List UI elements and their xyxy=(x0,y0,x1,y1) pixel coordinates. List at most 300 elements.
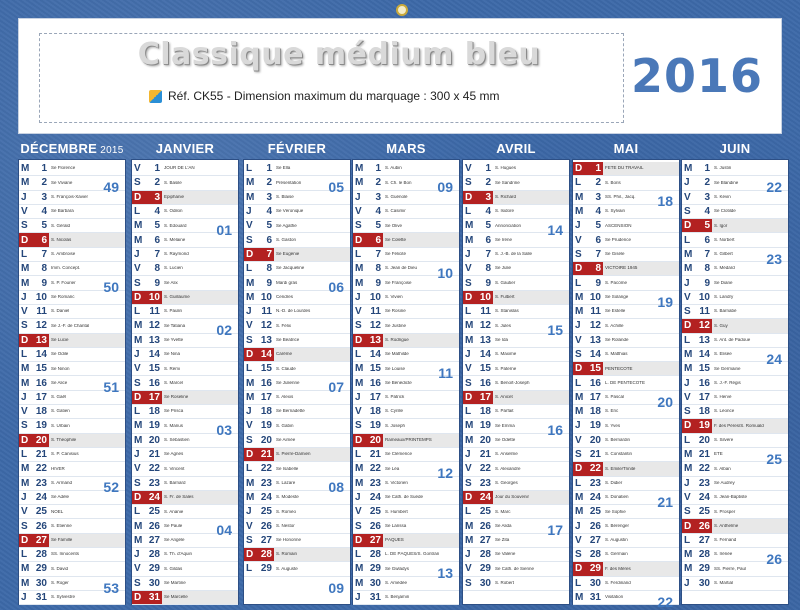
saint-name: S. Benjamin xyxy=(385,595,410,600)
day-letter: M xyxy=(684,363,693,375)
day-letter: M xyxy=(465,234,474,246)
day-letter: D xyxy=(355,534,363,546)
day-row xyxy=(244,233,350,247)
day-number: 12 xyxy=(35,320,47,332)
calendar-header xyxy=(18,18,782,134)
day-letter: M xyxy=(465,320,474,332)
day-number: 20 xyxy=(479,434,491,446)
day-letter: V xyxy=(575,334,582,346)
day-number: 27 xyxy=(35,534,47,546)
day-number: 15 xyxy=(369,363,381,375)
day-row xyxy=(573,548,679,562)
saint-name: Se Marcelle xyxy=(164,595,188,600)
saint-name: PENTECÔTE xyxy=(605,366,633,371)
day-number: 27 xyxy=(369,534,381,546)
day-number: 9 xyxy=(595,277,601,289)
saint-name: S. Urbain xyxy=(51,423,70,428)
saint-name: S. Barnard xyxy=(164,480,186,485)
day-letter: J xyxy=(575,320,581,332)
saint-name: Se Sophie xyxy=(605,509,626,514)
day-number: 17 xyxy=(260,391,272,403)
day-row xyxy=(19,262,125,276)
day-number: 2 xyxy=(595,177,601,189)
week-number: 17 xyxy=(547,522,563,539)
saint-name: L. DE PENTECÔTE xyxy=(605,380,646,385)
day-number: 25 xyxy=(369,506,381,518)
day-letter: M xyxy=(246,291,255,303)
day-letter: D xyxy=(134,391,142,403)
saint-name: S. Marc xyxy=(495,509,511,514)
day-number: 30 xyxy=(369,577,381,589)
day-number: 9 xyxy=(375,277,381,289)
day-row xyxy=(132,305,238,319)
day-letter: L xyxy=(684,434,691,446)
day-row xyxy=(244,405,350,419)
saint-name: Se Ninon xyxy=(51,366,70,371)
day-number: 24 xyxy=(35,491,47,503)
day-letter: S xyxy=(134,177,141,189)
day-number: 13 xyxy=(479,334,491,346)
saint-name: S. Mélaine xyxy=(164,237,186,242)
day-number: 16 xyxy=(369,377,381,389)
saint-name: S. Anicet xyxy=(495,395,513,400)
week-number: 51 xyxy=(103,379,119,396)
day-number: 20 xyxy=(698,434,710,446)
saint-name: S. Gautier xyxy=(495,280,516,285)
week-number: 50 xyxy=(103,279,119,296)
day-letter: S xyxy=(465,377,472,389)
day-number: 29 xyxy=(479,563,491,575)
saint-name: S. Sylvain xyxy=(605,209,626,214)
calendar-year: 2016 xyxy=(631,49,764,103)
day-row xyxy=(353,305,459,319)
month-label: JUIN xyxy=(719,141,751,156)
day-letter: J xyxy=(465,349,471,360)
day-number: 26 xyxy=(35,520,47,532)
day-number: 22 xyxy=(35,463,47,475)
saint-name: S. Raymond xyxy=(164,252,189,257)
day-number: 1 xyxy=(266,163,272,175)
saint-name: Se Rosine xyxy=(385,309,406,314)
day-letter: M xyxy=(575,491,584,503)
week-number: 02 xyxy=(216,322,232,339)
saint-name: S. Guénolé xyxy=(385,194,408,199)
day-letter: D xyxy=(355,434,363,446)
day-letter: L xyxy=(246,463,253,475)
day-number: 14 xyxy=(479,349,491,360)
day-number: 21 xyxy=(589,449,601,461)
day-letter: J xyxy=(575,220,581,232)
day-row xyxy=(132,291,238,305)
day-letter: S xyxy=(355,220,362,232)
saint-name: Se Isabelle xyxy=(276,466,299,471)
day-number: 30 xyxy=(589,577,601,589)
day-number: 14 xyxy=(35,349,47,360)
day-letter: S xyxy=(21,520,28,532)
day-row xyxy=(19,219,125,233)
day-letter: M xyxy=(684,549,693,561)
day-letter: V xyxy=(684,191,691,203)
saint-name: F. des Pères/S. Romuald xyxy=(714,423,764,428)
day-row xyxy=(19,334,125,348)
day-letter: V xyxy=(21,206,28,218)
day-row xyxy=(682,162,788,176)
day-row xyxy=(244,205,350,219)
day-letter: S xyxy=(684,506,691,518)
day-letter: L xyxy=(575,577,582,589)
saint-name: S. J.-F. Régis xyxy=(714,380,741,385)
month-days xyxy=(572,159,680,610)
day-row xyxy=(463,176,569,190)
day-row xyxy=(132,276,238,290)
day-letter: J xyxy=(355,592,361,604)
day-letter: S xyxy=(246,534,253,546)
month-name xyxy=(352,141,460,159)
month-column xyxy=(681,141,789,605)
day-letter: V xyxy=(465,563,472,575)
day-row xyxy=(353,491,459,505)
month-name xyxy=(681,141,789,159)
day-row xyxy=(132,162,238,176)
saint-name: Se Florence xyxy=(51,166,76,171)
saint-name: S. Pierre-Damien xyxy=(276,452,311,457)
day-letter: J xyxy=(21,191,27,203)
day-row xyxy=(244,162,350,176)
day-letter: J xyxy=(355,291,361,303)
day-letter: S xyxy=(465,477,472,489)
day-letter: V xyxy=(134,263,141,275)
saint-name: S. Achille xyxy=(605,323,624,328)
day-number: 14 xyxy=(148,349,160,360)
day-letter: L xyxy=(134,306,141,318)
saint-name: S. Alexis xyxy=(276,395,294,400)
day-number: 22 xyxy=(260,463,272,475)
day-row xyxy=(19,362,125,376)
day-row xyxy=(244,419,350,433)
day-letter: D xyxy=(465,391,473,403)
day-number: 9 xyxy=(41,277,47,289)
day-letter: M xyxy=(246,391,255,403)
day-number: 9 xyxy=(485,277,491,289)
brand-logo-icon xyxy=(149,90,162,103)
day-number: 19 xyxy=(148,420,160,432)
week-number: 05 xyxy=(328,179,344,196)
saint-name: S. Blaise xyxy=(276,194,294,199)
saint-name: Se Cath. de Suède xyxy=(385,495,424,500)
day-number: 5 xyxy=(41,220,47,232)
day-number: 3 xyxy=(704,191,710,203)
day-letter: D xyxy=(575,363,583,375)
day-number: 23 xyxy=(479,477,491,489)
day-letter: V xyxy=(575,434,582,446)
day-row xyxy=(573,448,679,462)
saint-name: S. Casimir xyxy=(385,209,406,214)
saint-name: Se Valérie xyxy=(495,552,516,557)
day-letter: M xyxy=(465,534,474,546)
month-column xyxy=(462,141,570,605)
day-number: 29 xyxy=(260,563,272,575)
day-row xyxy=(682,434,788,448)
day-letter: V xyxy=(355,306,362,318)
saint-name: FÊTE DU TRAVAIL xyxy=(605,166,644,171)
day-row xyxy=(573,477,679,491)
day-number: 22 xyxy=(698,463,710,475)
day-letter: J xyxy=(134,248,140,260)
day-number: 20 xyxy=(260,434,272,446)
saint-name: S. Igor xyxy=(714,223,728,228)
day-row xyxy=(244,562,350,576)
day-number: 2 xyxy=(704,177,710,189)
saint-name: S. Justin xyxy=(714,166,732,171)
day-letter: J xyxy=(465,549,471,561)
day-number: 10 xyxy=(369,291,381,303)
day-number: 7 xyxy=(704,248,710,260)
day-letter: D xyxy=(684,320,692,332)
day-row xyxy=(573,562,679,576)
day-row xyxy=(244,248,350,262)
day-number: 3 xyxy=(266,191,272,203)
day-row xyxy=(19,419,125,433)
day-number: 21 xyxy=(698,449,710,461)
day-letter: V xyxy=(21,406,28,418)
day-letter: M xyxy=(684,163,693,175)
day-number: 17 xyxy=(479,391,491,403)
calendar-title: Classique médium bleu xyxy=(137,37,541,72)
day-letter: S xyxy=(355,520,362,532)
day-row xyxy=(19,319,125,333)
day-letter: M xyxy=(134,434,143,446)
day-letter: M xyxy=(134,234,143,246)
day-row xyxy=(682,519,788,533)
day-row xyxy=(682,477,788,491)
day-row xyxy=(463,505,569,519)
day-number: 9 xyxy=(704,277,710,289)
month-name xyxy=(131,141,239,159)
saint-name: Épiphanie xyxy=(164,194,185,199)
day-letter: L xyxy=(21,248,28,260)
day-number: 8 xyxy=(266,263,272,275)
saint-name: S. Martial xyxy=(714,581,734,585)
saint-name: Se Famille xyxy=(51,538,73,543)
day-row xyxy=(353,233,459,247)
week-number: 15 xyxy=(547,322,563,339)
day-row xyxy=(132,205,238,219)
day-letter: V xyxy=(246,320,253,332)
day-letter: S xyxy=(21,220,28,232)
day-letter: M xyxy=(21,277,30,289)
day-number: 18 xyxy=(589,406,601,418)
day-letter: S xyxy=(684,306,691,318)
day-number: 26 xyxy=(369,520,381,532)
day-row xyxy=(682,305,788,319)
saint-name: SS. Pierre, Paul xyxy=(714,566,747,571)
week-number: 22 xyxy=(657,593,673,610)
saint-name: S. Didier xyxy=(605,480,623,485)
saint-name: S. Claude xyxy=(276,366,296,371)
day-row xyxy=(132,362,238,376)
saint-name: S. Nicolas xyxy=(51,237,72,242)
day-row xyxy=(244,334,350,348)
day-number: 6 xyxy=(704,234,710,246)
week-number: 06 xyxy=(328,279,344,296)
day-row xyxy=(573,577,679,591)
day-row xyxy=(244,262,350,276)
day-number: 24 xyxy=(698,491,710,503)
day-number: 21 xyxy=(369,449,381,461)
saint-name: Se Clémence xyxy=(385,452,413,457)
day-number: 7 xyxy=(595,248,601,260)
day-letter: D xyxy=(684,520,692,532)
saint-name: S. Georges xyxy=(495,480,518,485)
day-row xyxy=(244,505,350,519)
day-row xyxy=(353,205,459,219)
day-number: 8 xyxy=(485,263,491,275)
day-number: 29 xyxy=(35,563,47,575)
saint-name: Se Zita xyxy=(495,538,510,543)
saint-name: Se Sandrine xyxy=(495,180,520,185)
saint-name: Se Françoise xyxy=(385,280,412,285)
day-number: 26 xyxy=(479,520,491,532)
day-row xyxy=(463,448,569,462)
saint-name: S. Fulbert xyxy=(495,295,515,300)
day-row xyxy=(463,348,569,362)
day-row xyxy=(353,391,459,405)
day-row xyxy=(463,548,569,562)
day-number: 12 xyxy=(260,320,272,332)
day-letter: J xyxy=(465,248,471,260)
day-number: 11 xyxy=(699,306,710,318)
day-number: 17 xyxy=(698,391,710,403)
day-letter: L xyxy=(465,506,472,518)
day-row xyxy=(682,376,788,390)
month-days xyxy=(352,159,460,605)
day-letter: J xyxy=(246,206,252,218)
day-row xyxy=(353,162,459,176)
day-letter: M xyxy=(134,334,143,346)
day-letter: V xyxy=(355,206,362,218)
day-letter: J xyxy=(21,491,27,503)
saint-name: S. J.-B. de la Salle xyxy=(495,252,533,257)
saint-name: S. Léonce xyxy=(714,409,735,414)
day-letter: J xyxy=(246,406,252,418)
day-letter: L xyxy=(355,449,362,461)
day-number: 15 xyxy=(148,363,160,375)
day-letter: M xyxy=(21,163,30,175)
day-row xyxy=(353,334,459,348)
day-number: 11 xyxy=(149,306,160,318)
day-number: 24 xyxy=(260,491,272,503)
day-letter: D xyxy=(246,549,254,561)
day-letter: S xyxy=(134,577,141,589)
day-letter: M xyxy=(355,477,364,489)
day-row xyxy=(682,319,788,333)
day-letter: M xyxy=(21,177,30,189)
day-number: 22 xyxy=(369,463,381,475)
day-row xyxy=(463,305,569,319)
day-letter: D xyxy=(465,191,473,203)
day-letter: M xyxy=(575,391,584,403)
day-number: 10 xyxy=(479,291,491,303)
day-number: 16 xyxy=(698,377,710,389)
saint-name: S. Gilbert xyxy=(714,252,733,257)
day-number: 30 xyxy=(35,577,47,589)
week-number: 09 xyxy=(437,179,453,196)
day-number: 8 xyxy=(595,263,601,275)
day-letter: J xyxy=(684,577,690,589)
day-row xyxy=(573,219,679,233)
day-letter: S xyxy=(355,320,362,332)
day-number: 24 xyxy=(589,491,601,503)
day-letter: L xyxy=(684,234,691,246)
saint-name: Se Estelle xyxy=(605,309,626,314)
day-number: 15 xyxy=(589,363,601,375)
day-letter: J xyxy=(684,477,690,489)
day-letter: L xyxy=(134,506,141,518)
day-number: 2 xyxy=(154,177,160,189)
day-letter: M xyxy=(575,506,584,518)
day-row xyxy=(132,462,238,476)
reference-text: Réf. CK55 - Dimension maximum du marquage : 300 x 45 mm xyxy=(168,89,500,103)
day-letter: L xyxy=(246,363,253,375)
day-number: 28 xyxy=(369,549,381,561)
day-number: 26 xyxy=(589,520,601,532)
saint-name: S. Rodrigue xyxy=(385,337,409,342)
day-row xyxy=(132,548,238,562)
day-number: 28 xyxy=(148,549,160,561)
day-letter: D xyxy=(134,592,142,604)
day-row xyxy=(132,448,238,462)
day-row xyxy=(19,448,125,462)
day-letter: V xyxy=(465,163,472,175)
day-number: 18 xyxy=(369,406,381,418)
saint-name: S. Ambroise xyxy=(51,252,76,257)
day-letter: V xyxy=(355,506,362,518)
day-number: 31 xyxy=(35,592,47,604)
day-letter: L xyxy=(246,563,253,575)
saint-name: S. Landry xyxy=(714,295,734,300)
day-row xyxy=(573,176,679,190)
day-row xyxy=(463,477,569,491)
day-letter: D xyxy=(21,434,29,446)
day-number: 23 xyxy=(369,477,381,489)
day-letter: L xyxy=(134,206,141,218)
day-number: 17 xyxy=(35,391,47,403)
week-number: 25 xyxy=(766,450,782,467)
saint-name: ÉTÉ xyxy=(714,452,723,457)
day-letter: D xyxy=(684,420,692,432)
month-label: DÉCEMBRE xyxy=(20,141,98,156)
week-number: 21 xyxy=(657,493,673,510)
day-row xyxy=(463,291,569,305)
day-letter: L xyxy=(21,449,28,461)
saint-name: S. Alban xyxy=(714,466,731,471)
saint-name: Se Agnès xyxy=(164,452,184,457)
saint-name: S. Marius xyxy=(164,423,184,428)
saint-name: Se Clotilde xyxy=(714,209,736,214)
day-number: 13 xyxy=(260,334,272,346)
saint-name: S. Éric xyxy=(605,409,619,414)
day-row xyxy=(19,205,125,219)
day-row xyxy=(463,162,569,176)
day-letter: M xyxy=(575,406,584,418)
month-label: AVRIL xyxy=(496,141,536,156)
day-letter: D xyxy=(134,291,142,303)
day-letter: D xyxy=(21,334,29,346)
day-letter: V xyxy=(134,563,141,575)
month-label: MAI xyxy=(613,141,639,156)
saint-name: S. Hervé xyxy=(714,395,732,400)
day-number: 10 xyxy=(148,291,160,303)
